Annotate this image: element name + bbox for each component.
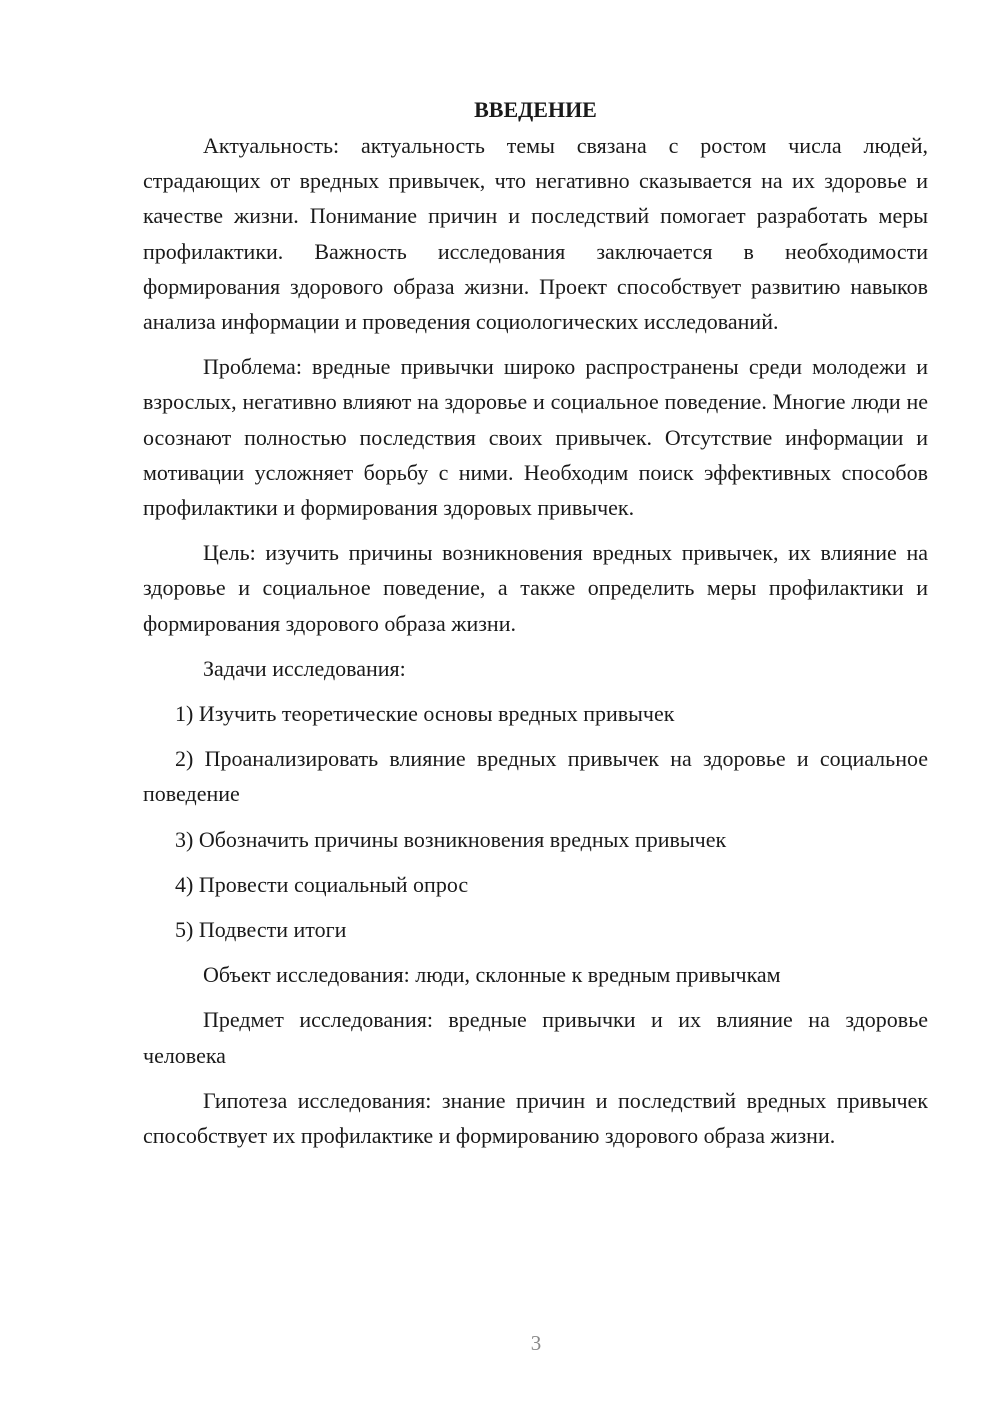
document-page xyxy=(143,92,928,1163)
hypothesis-paragraph: Гипотеза исследования: знание причин и последствий вредных привычек способствует их профилактике и формированию здорового образа жизни. xyxy=(143,1087,928,1149)
relevance-paragraph: Актуальность: актуальность темы связана с ростом числа людей, страдающих от вредных привычек, что негативно сказывается на их здоровье и качестве жизни. Понимание причин и последствий помогает разработать меры профилактики. Важность исследования заключается в необходимости формирования здорового образа жизни. Проект способствует развитию навыков анализа информации и проведения социологических исследований. xyxy=(143,133,928,335)
task-item-1: 1) Изучить теоретические основы вредных привычек xyxy=(175,701,675,727)
task-item-4: 4) Провести социальный опрос xyxy=(175,871,469,897)
tasks-heading: Задачи исследования: xyxy=(203,655,406,681)
problem-paragraph: Проблема: вредные привычки широко распространены среди молодежи и взрослых, негативно влияют на здоровье и социальное поведение. Многие люди не осознают полностью последствия своих привычек. Отсутствие информации и мотивации усложняет борьбу с ними. Необходим поиск эффективных способов профилактики и формирования здоровых привычек. xyxy=(143,354,928,521)
section-title: ВВЕДЕНИЕ xyxy=(474,97,597,122)
task-item-3: 3) Обозначить причины возникновения вредных привычек xyxy=(175,826,727,852)
object-paragraph: Объект исследования: люди, склонные к вредным привычкам xyxy=(203,962,781,988)
page-number: 3 xyxy=(530,1331,542,1355)
goal-paragraph: Цель: изучить причины возникновения вредных привычек, их влияние на здоровье и социальное поведение, а также определить меры профилактики и формирования здорового образа жизни. xyxy=(143,540,928,636)
task-item-2: 2) Проанализировать влияние вредных привычек на здоровье и социальное поведение xyxy=(143,746,928,807)
subject-paragraph: Предмет исследования: вредные привычки и их влияние на здоровье человека xyxy=(143,1007,928,1068)
task-item-5: 5) Подвести итоги xyxy=(175,917,347,943)
